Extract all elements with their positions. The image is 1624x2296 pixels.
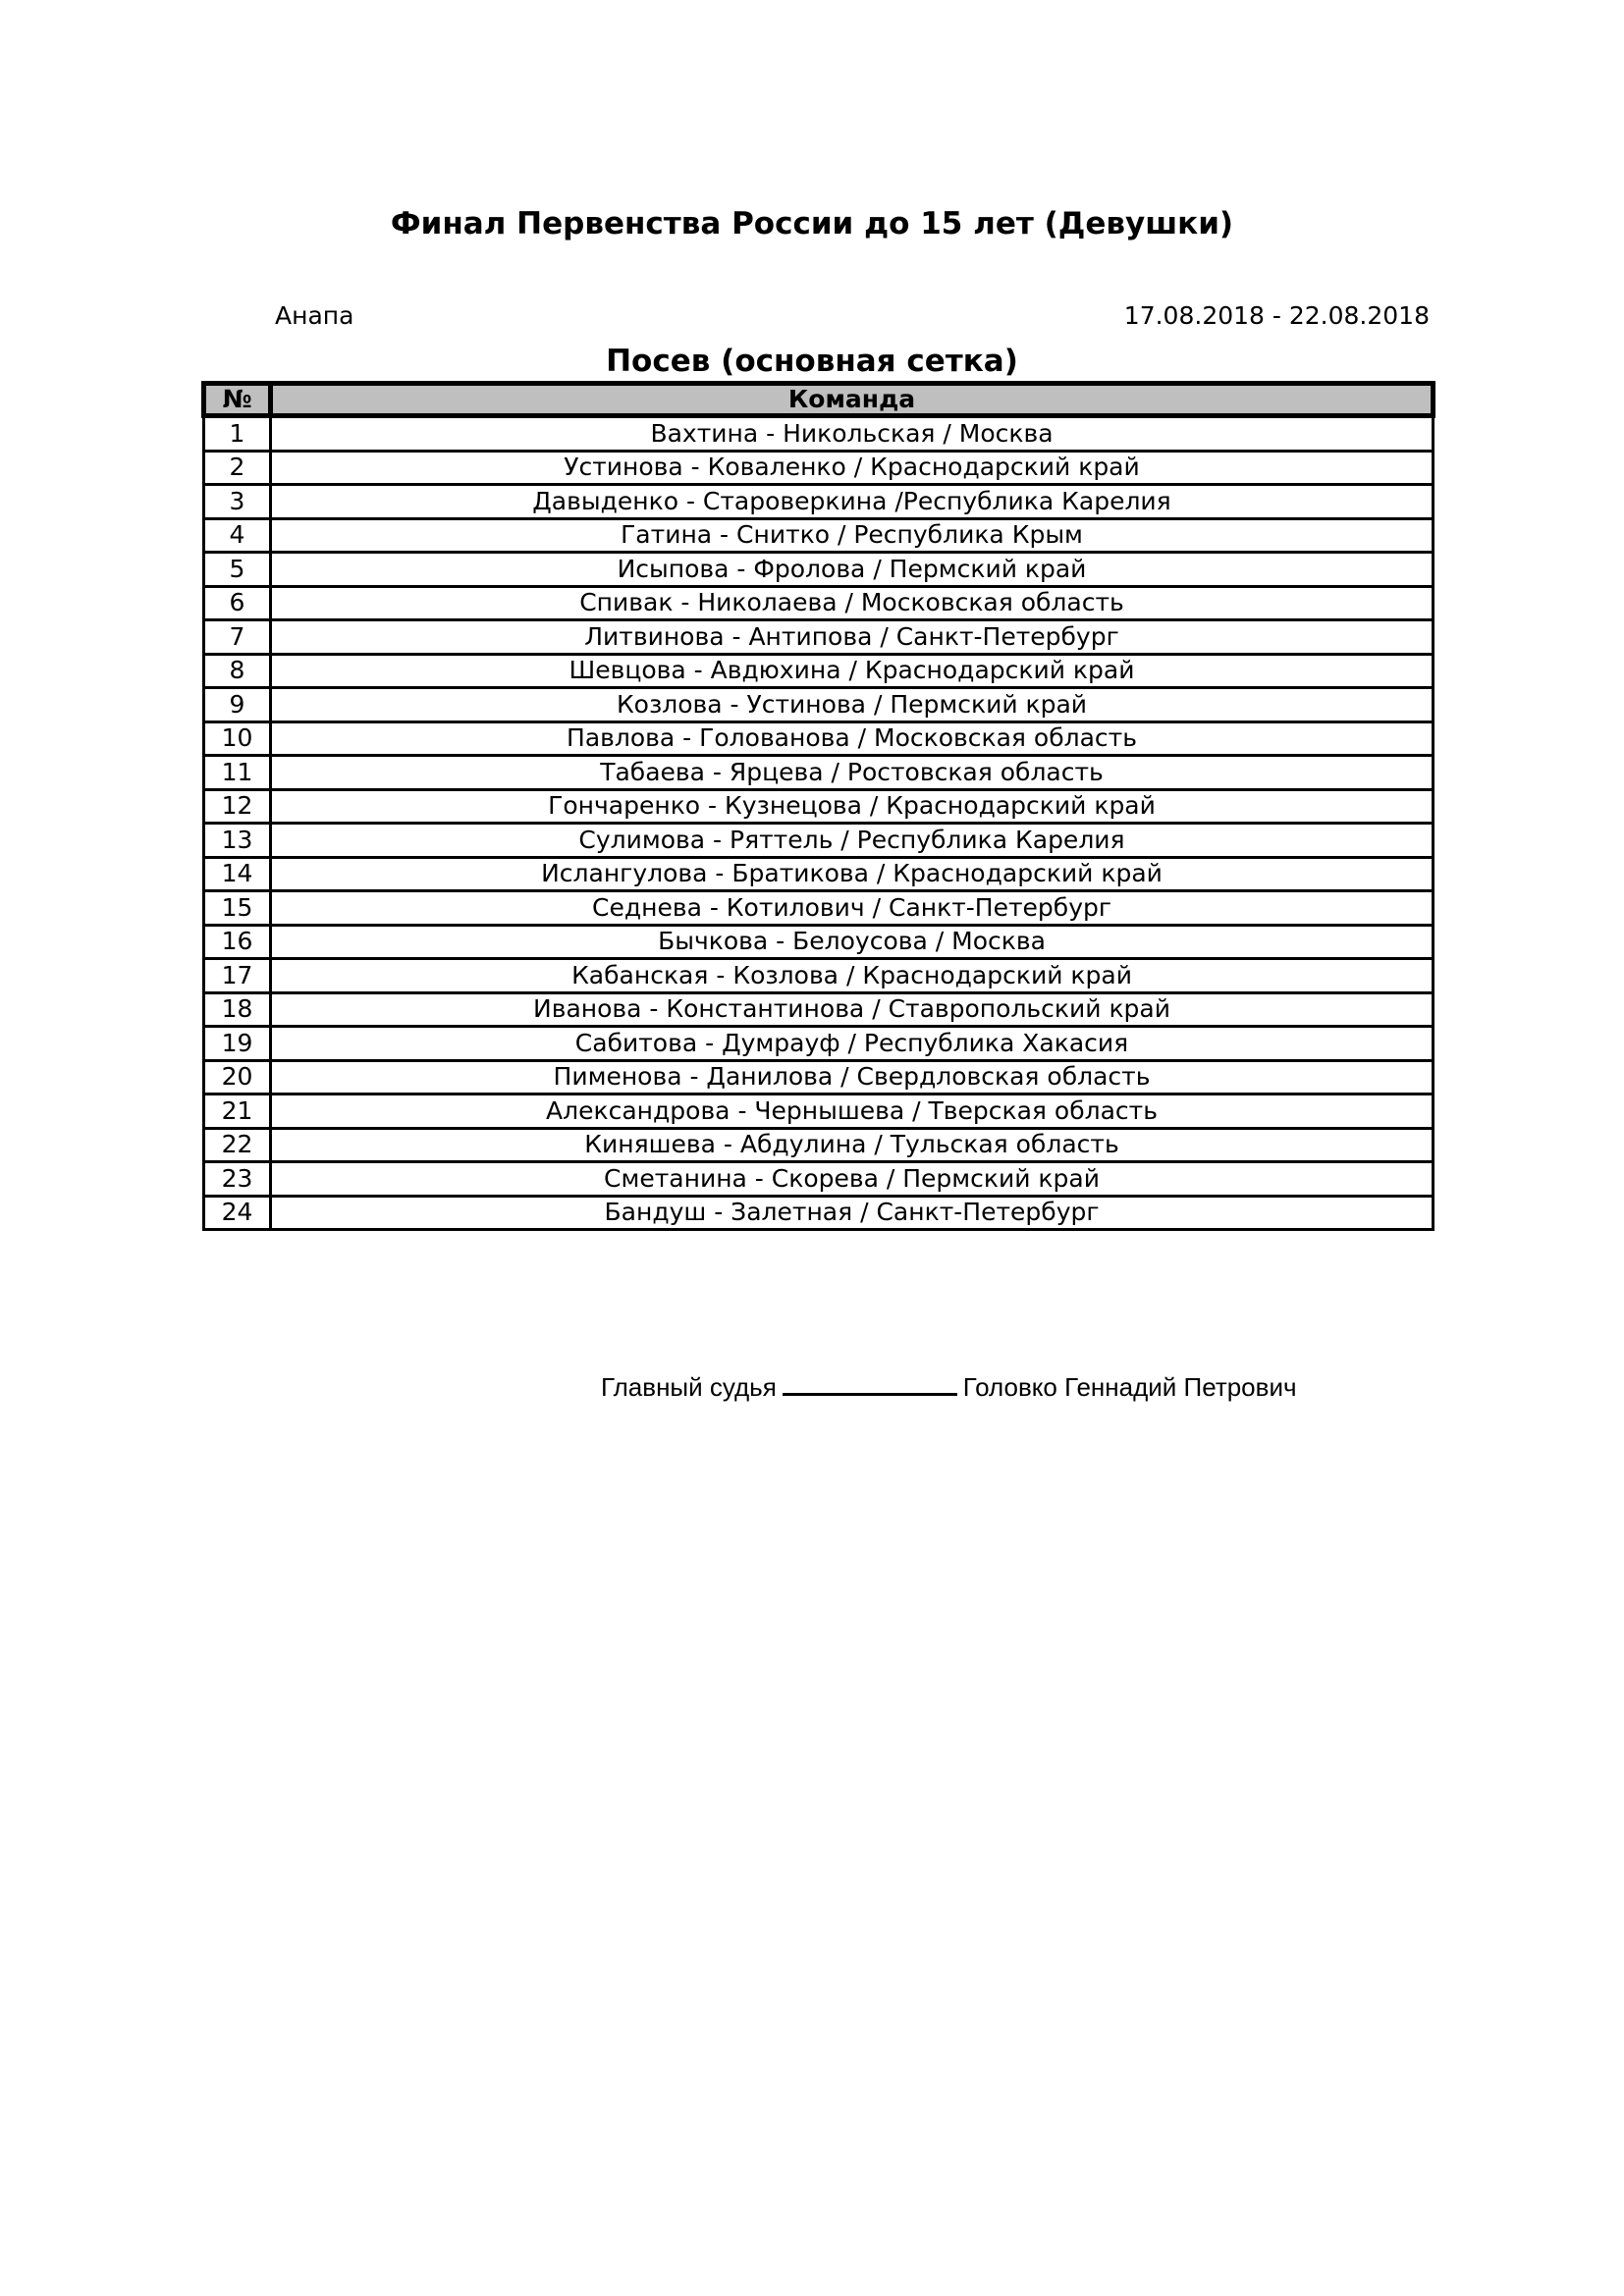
team-name: Гончаренко - Кузнецова / Краснодарский край [271, 789, 1434, 824]
judge-label: Главный судья [601, 1372, 777, 1402]
table-row [204, 1162, 1434, 1197]
seed-number: 13 [204, 824, 271, 858]
team-name: Исыпова - Фролова / Пермский край [271, 553, 1434, 587]
seed-number: 19 [204, 1027, 271, 1061]
table-body [204, 416, 1434, 1230]
table-row [204, 485, 1434, 519]
table-row [204, 1027, 1434, 1061]
team-name: Иванова - Константинова / Ставропольский край [271, 992, 1434, 1027]
city-label: Анапа [275, 301, 354, 330]
signature-line [783, 1367, 957, 1396]
table-row [204, 553, 1434, 587]
team-name: Козлова - Устинова / Пермский край [271, 688, 1434, 722]
team-name: Шевцова - Авдюхина / Краснодарский край [271, 654, 1434, 688]
team-name: Устинова - Коваленко / Краснодарский край [271, 451, 1434, 485]
seed-number: 14 [204, 857, 271, 891]
date-range: 17.08.2018 - 22.08.2018 [1123, 301, 1430, 330]
team-name: Бычкова - Белоусова / Москва [271, 925, 1434, 959]
seeding-table [201, 381, 1435, 1231]
seed-number: 16 [204, 925, 271, 959]
seed-number: 2 [204, 451, 271, 485]
team-name: Пименова - Данилова / Свердловская область [271, 1060, 1434, 1095]
table-row [204, 721, 1434, 756]
seed-number: 12 [204, 789, 271, 824]
column-header-team: Команда [271, 384, 1434, 416]
table-row [204, 824, 1434, 858]
table-row [204, 518, 1434, 553]
document-title: Финал Первенства России до 15 лет (Девушки) [390, 206, 1234, 241]
table-row [204, 756, 1434, 790]
table-row [204, 789, 1434, 824]
table-row [204, 688, 1434, 722]
seed-number: 4 [204, 518, 271, 553]
seed-number: 17 [204, 959, 271, 993]
team-name: Киняшева - Абдулина / Тульская область [271, 1128, 1434, 1162]
table-row [204, 586, 1434, 620]
table-row [204, 416, 1434, 452]
seed-number: 21 [204, 1095, 271, 1129]
team-name: Сабитова - Думрауф / Республика Хакасия [271, 1027, 1434, 1061]
seed-number: 5 [204, 553, 271, 587]
table-row [204, 1095, 1434, 1129]
team-name: Сулимова - Ряттель / Республика Карелия [271, 824, 1434, 858]
seed-number: 15 [204, 891, 271, 926]
table-row [204, 959, 1434, 993]
table-row [204, 654, 1434, 688]
team-name: Гатина - Снитко / Республика Крым [271, 518, 1434, 553]
table-row [204, 891, 1434, 926]
team-name: Бандуш - Залетная / Санкт-Петербург [271, 1196, 1434, 1230]
team-name: Ислангулова - Братикова / Краснодарский край [271, 857, 1434, 891]
team-name: Вахтина - Никольская / Москва [271, 416, 1434, 452]
seed-number: 1 [204, 416, 271, 452]
seed-number: 10 [204, 721, 271, 756]
seed-number: 24 [204, 1196, 271, 1230]
team-name: Табаева - Ярцева / Ростовская область [271, 756, 1434, 790]
team-name: Спивак - Николаева / Московская область [271, 586, 1434, 620]
seed-number: 7 [204, 620, 271, 655]
seed-number: 8 [204, 654, 271, 688]
column-header-number: № [204, 384, 271, 416]
seed-number: 11 [204, 756, 271, 790]
table-row [204, 1060, 1434, 1095]
table-row [204, 1196, 1434, 1230]
table-row [204, 857, 1434, 891]
table-row [204, 451, 1434, 485]
team-name: Давыденко - Староверкина /Республика Карелия [271, 485, 1434, 519]
seed-number: 22 [204, 1128, 271, 1162]
seed-number: 18 [204, 992, 271, 1027]
seed-number: 23 [204, 1162, 271, 1197]
team-name: Сметанина - Скорева / Пермский край [271, 1162, 1434, 1197]
team-name: Седнева - Котилович / Санкт-Петербург [271, 891, 1434, 926]
seed-number: 3 [204, 485, 271, 519]
table-row [204, 620, 1434, 655]
seed-number: 6 [204, 586, 271, 620]
team-name: Литвинова - Антипова / Санкт-Петербург [271, 620, 1434, 655]
table-row [204, 925, 1434, 959]
table-row [204, 992, 1434, 1027]
judge-name: Головко Геннадий Петрович [962, 1372, 1297, 1402]
seed-number: 20 [204, 1060, 271, 1095]
team-name: Павлова - Голованова / Московская область [271, 721, 1434, 756]
team-name: Александрова - Чернышева / Тверская область [271, 1095, 1434, 1129]
table-row [204, 1128, 1434, 1162]
seed-number: 9 [204, 688, 271, 722]
table-header-row [204, 384, 1434, 416]
team-name: Кабанская - Козлова / Краснодарский край [271, 959, 1434, 993]
judge-signature-block [601, 1367, 1297, 1404]
table-title: Посев (основная сетка) [606, 344, 1018, 379]
